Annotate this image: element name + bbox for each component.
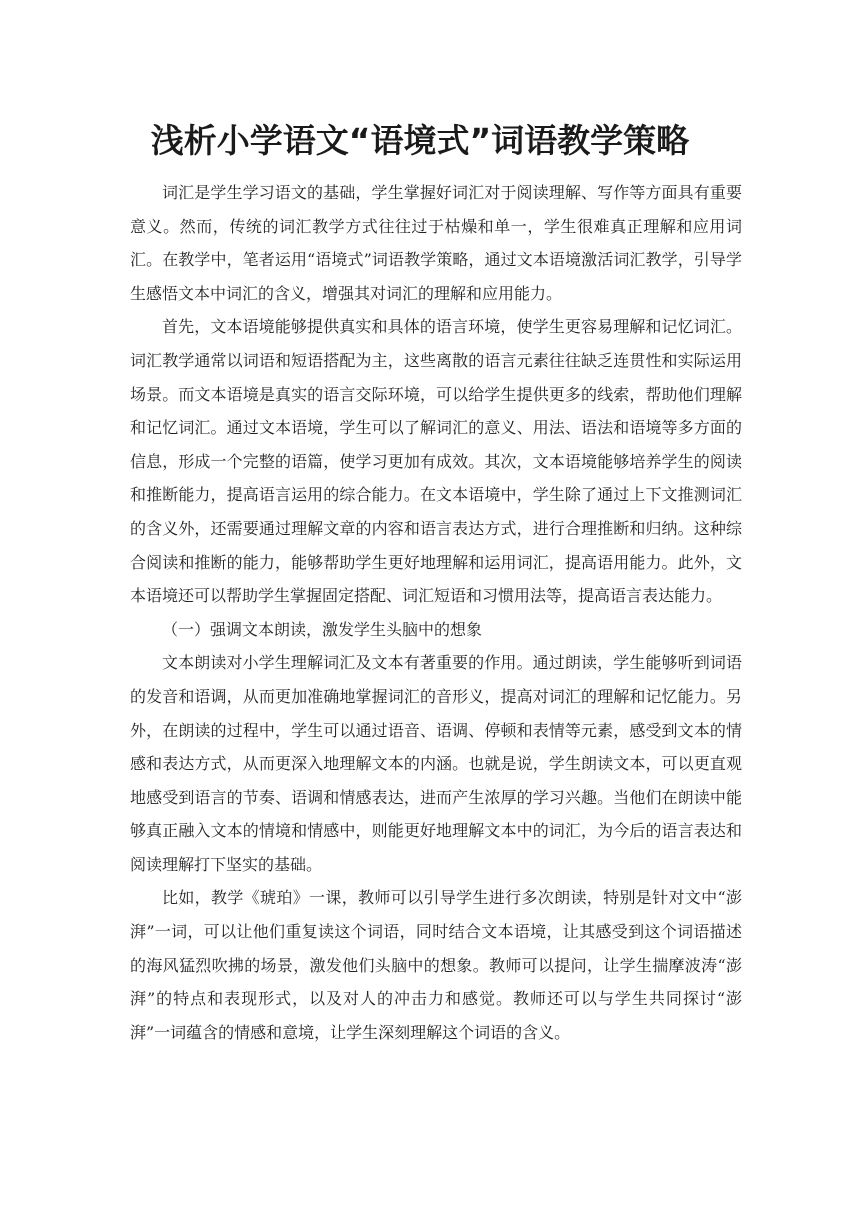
paragraph-reading: 文本朗读对小学生理解词汇及文本有著重要的作用。通过朗读，学生能够听到词语的发音和语调，从而更加准确地掌握词汇的音形义，提高对词汇的理解和记忆能力。另外，在朗读的过程中，学生可以通过语音、语调、停顿和表情等元素，感受到文本的情感和表达方式，从而更深入地理解文本的内涵。也就是说，学生朗读文本，可以更直观地感受到语言的节奏、语调和情感表达，进而产生浓厚的学习兴趣。当他们在朗读中能够真正融入文本的情境和情感中，则能更好地理解文本中的词汇，为今后的语言表达和阅读理解打下坚实的基础。 — [130, 653, 742, 874]
document-title: 浅析小学语文“语境式”词语教学策略 — [150, 121, 690, 160]
paragraph-context: 首先，文本语境能够提供真实和具体的语言环境，使学生更容易理解和记忆词汇。词汇教学通常以词语和短语搭配为主，这些离散的语言元素往往缺乏连贯性和实际运用场景。而文本语境是真实的语言交际环境，可以给学生提供更多的线索，帮助他们理解和记忆词汇。通过文本语境，学生可以了解词汇的意义、用法、语法和语境等多方面的信息，形成一个完整的语篇，使学习更加有成效。其次，文本语境能够培养学生的阅读和推断能力，提高语言运用的综合能力。在文本语境中，学生除了通过上下文推测词汇的含义外，还需要通过理解文章的内容和语言表达方式，进行合理推断和归纳。这种综合阅读和推断的能力，能够帮助学生更好地理解和运用词汇，提高语用能力。此外，文本语境还可以帮助学生掌握固定搭配、词汇短语和习惯用法等，提高语言表达能力。 — [130, 317, 742, 606]
section-heading: （一）强调文本朗读，激发学生头脑中的想象 — [162, 619, 483, 639]
paragraph-example: 比如，教学《琥珀》一课，教师可以引导学生进行多次朗读，特别是针对文中“澎湃”一词，可以让他们重复读这个词语，同时结合文本语境，让其感受到这个词语描述的海风猛烈吹拂的场景，激发他们头脑中的想象。教师可以提问，让学生揣摩波涛“澎湃”的特点和表现形式，以及对人的冲击力和感觉。教师还可以与学生共同探讨“澎湃”一词蕴含的情感和意境，让学生深刻理解这个词语的含义。 — [130, 888, 742, 1042]
document-body — [130, 176, 742, 1049]
paragraph-intro: 词汇是学生学习语文的基础，学生掌握好词汇对于阅读理解、写作等方面具有重要意义。然而，传统的词汇教学方式往往过于枯燥和单一，学生很难真正理解和应用词汇。在教学中，笔者运用“语境式”词语教学策略，通过文本语境激活词汇教学，引导学生感悟文本中词汇的含义，增强其对词汇的理解和应用能力。 — [130, 183, 742, 303]
